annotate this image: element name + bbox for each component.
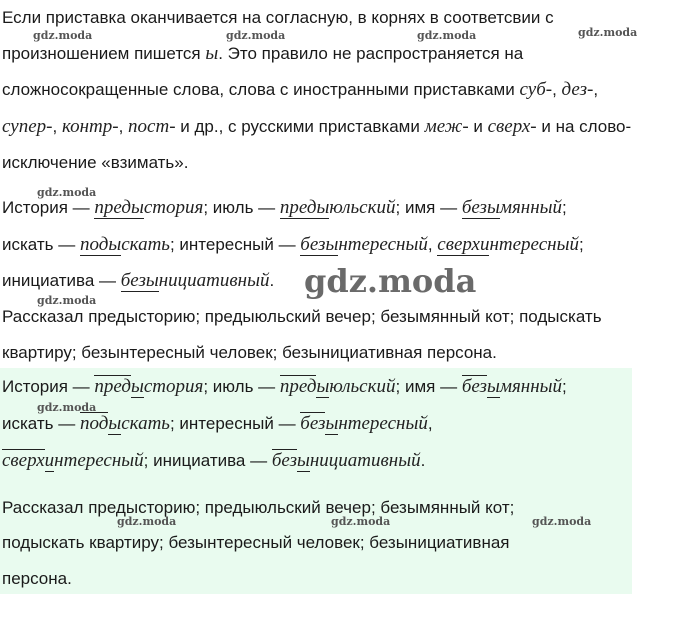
sentence-text: квартиру; безынтересный человек; безынициативная персона.: [2, 343, 497, 362]
prefix: суб-: [519, 79, 553, 100]
rule-line-2: [2, 43, 523, 65]
rule-line-4: [2, 116, 631, 138]
rule-text: ,: [552, 80, 562, 99]
rule-text: ,: [118, 117, 129, 136]
rule-line-5: [2, 152, 188, 174]
rule-text: и: [468, 117, 488, 136]
prefix: дез-: [561, 79, 594, 100]
example-word: предыстория: [94, 376, 204, 397]
example-word: сверхинтересный: [2, 450, 144, 471]
rule-text: ,: [593, 80, 599, 99]
prefix: меж-: [424, 116, 469, 137]
sentence-text: Рассказал предысторию; предыюльский вечер; безымянный кот;: [2, 498, 515, 517]
sentence-text: Рассказал предысторию; предыюльский вечер; безымянный кот; подыскать: [2, 307, 602, 326]
example-word: подыскать: [79, 234, 170, 255]
example-word: безынтересный: [300, 234, 428, 255]
rule-text: и на слово-: [536, 117, 632, 136]
watermark-logo: gdz.moda: [331, 515, 391, 528]
watermark-logo: gdz.moda: [37, 186, 97, 199]
plain-text: ; июль —: [203, 377, 280, 396]
watermark-logo: gdz.moda: [226, 29, 286, 42]
example-word: сверхинтересный: [437, 234, 579, 255]
watermark-logo: gdz.moda: [417, 29, 477, 42]
example-line-2: [2, 234, 584, 256]
plain-text: ;: [562, 377, 567, 396]
example-word: безынициативный: [271, 450, 421, 471]
plain-text: ;: [562, 198, 567, 217]
sentence-line-2: [2, 342, 497, 364]
rule-text: исключение «взимать».: [2, 153, 189, 172]
rule-line-3: [2, 79, 598, 101]
example-line-3: [2, 270, 274, 292]
rule-text: ,: [52, 117, 62, 136]
watermark-logo: gdz.moda: [37, 401, 97, 414]
example-word: безынтересный: [300, 413, 428, 434]
example-word: безымянный: [461, 376, 563, 397]
prefix: супер-: [2, 116, 53, 137]
rule-text: . Это правило не распространяется на: [218, 44, 524, 63]
example-word: безымянный: [461, 197, 563, 218]
plain-text: ,: [427, 235, 438, 254]
watermark-logo: gdz.moda: [117, 515, 177, 528]
plain-text: ,: [427, 414, 433, 433]
plain-text: ; имя —: [395, 377, 462, 396]
answer-example-line-1: [2, 376, 567, 398]
watermark-logo: gdz.moda: [37, 294, 97, 307]
example-word: предыстория: [94, 197, 204, 218]
prefix: контр-: [61, 116, 119, 137]
sentence-line-1: [2, 306, 602, 328]
sentence-text: персона.: [2, 569, 72, 588]
rule-text: и др., с русскими приставками: [175, 117, 425, 136]
watermark-logo: gdz.moda: [532, 515, 592, 528]
plain-text: искать —: [2, 235, 80, 254]
plain-text: .: [269, 271, 275, 290]
plain-text: инициатива —: [2, 271, 121, 290]
answer-sentence-line-1: [2, 497, 514, 519]
watermark-logo-large: gdz.moda: [304, 262, 477, 300]
example-word: предыюльский: [279, 376, 396, 397]
example-word: подыскать: [79, 413, 170, 434]
answer-example-line-3: [2, 450, 425, 472]
example-line-1: [2, 197, 567, 219]
answer-sentence-line-3: [2, 568, 72, 590]
plain-text: ;: [578, 235, 584, 254]
plain-text: ; имя —: [395, 198, 462, 217]
sentence-text: подыскать квартиру; безынтересный человек; безынициативная: [2, 533, 510, 552]
rule-line-1: [2, 7, 554, 29]
plain-text: ; июль —: [203, 198, 280, 217]
watermark-logo: gdz.moda: [578, 26, 638, 39]
plain-text: ; интересный —: [169, 235, 301, 254]
plain-text: .: [420, 451, 426, 470]
plain-text: История —: [2, 198, 95, 217]
example-word: безынициативный: [120, 270, 270, 291]
rule-text: Если приставка оканчивается на согласную, в корнях в соответсвии с: [2, 8, 554, 27]
rule-letter: ы: [205, 43, 219, 64]
prefix: сверх-: [487, 116, 537, 137]
plain-text: История —: [2, 377, 95, 396]
plain-text: искать —: [2, 414, 80, 433]
answer-example-line-2: [2, 413, 433, 435]
watermark-logo: gdz.moda: [33, 29, 93, 42]
prefix: пост-: [128, 116, 176, 137]
plain-text: ; интересный —: [169, 414, 301, 433]
rule-text: сложносокращенные слова, слова с иностранными приставками: [2, 80, 520, 99]
example-word: предыюльский: [279, 197, 396, 218]
plain-text: ; инициатива —: [143, 451, 272, 470]
answer-sentence-line-2: [2, 532, 510, 554]
rule-text: произношением пишется: [2, 44, 206, 63]
